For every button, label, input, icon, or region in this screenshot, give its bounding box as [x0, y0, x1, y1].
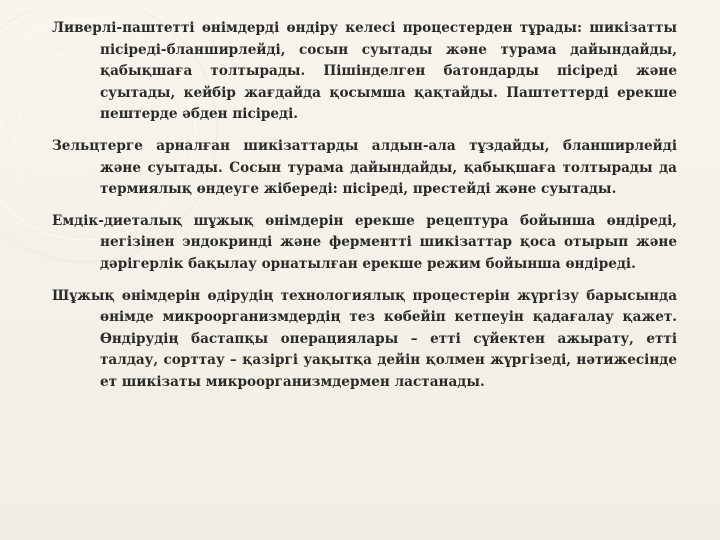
paragraph-diet-sausage: Емдік-диеталық шұжық өнімдерін ерекше рецептура бойынша өндіреді, негізінен эндокринді және ферментті шикізаттар қоса отырып және дәрігерлік бақылау орнатылған ерекше режим бойынша өндіреді.	[52, 212, 677, 272]
paragraph-sausage-technology: Шұжық өнімдерін өдірудің технологиялық процестерін жүргізу барысында өнімде микроорганизмдердің тез көбейіп кетпеуін қадағалау қажет. Өндірудің бастапқы операциялары – етті сүйектен ажырату, етті талдау, сорттау – қазіргі уақытқа дейін қолмен жүргізеді, нәтижесінде ет шикізаты микроорганизмдермен ластанады.	[52, 287, 677, 390]
paragraph-zelts: Зельцтерге арналған шикізаттарды алдын-ала тұздайды, бланширлейді және суытады. Сосын турама дайындайды, қабықшаға толтырады да термиялық өндеуге жібереді: пісіреді, престейді және суытады.	[52, 137, 677, 198]
text-body	[52, 18, 677, 404]
paragraph-liver-pate: Ливерлі-паштетті өнімдерді өндіру келесі процестерден тұрады: шикізатты пісіреді-бланширлейді, сосын суытады және турама дайындайды, қабықшаға толтырады. Пішінделген батондарды пісіреді және суытады, кейбір жағдайда қосымша қақтайды. Паштеттерді ерекше пештерде әбден пісіреді.	[52, 20, 677, 123]
